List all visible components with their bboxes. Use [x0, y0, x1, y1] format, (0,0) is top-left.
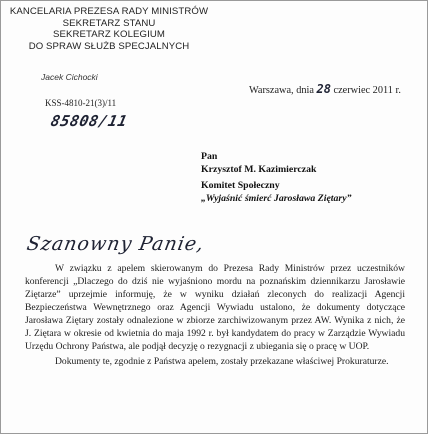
reference-number-prefix: KSS-4810-21	[45, 98, 95, 108]
letterhead-line-2: SEKRETARZ STANU	[62, 17, 156, 29]
letterhead	[9, 6, 209, 52]
handwritten-case-number: 85808/11	[49, 112, 130, 130]
reference-number-hand: (3)	[94, 98, 106, 108]
body-paragraph-2: Dokumenty te, zgodnie z Państwa apelem, zostały przekazane właściwej Prokuraturze.	[55, 356, 389, 367]
addressee-block	[201, 151, 352, 205]
addressee-campaign: „Wyjaśnić śmierć Jarosława Ziętary”	[201, 192, 352, 204]
handwritten-greeting: Szanowny Panie,	[25, 233, 207, 255]
addressee-title: Pan	[201, 151, 218, 162]
date-line	[249, 82, 401, 96]
reference-number	[45, 98, 116, 108]
date-prefix: Warszawa, dnia	[249, 85, 317, 96]
date-day-handwritten: 28	[316, 82, 331, 96]
signer-name: Jacek Cichocki	[41, 72, 98, 82]
letterhead-line-4: DO SPRAW SŁUŻB SPECJALNYCH	[28, 40, 190, 52]
date-suffix: czerwiec 2011 r.	[330, 85, 401, 96]
reference-number-suffix: /11	[105, 98, 117, 108]
letterhead-line-3: SEKRETARZ KOLEGIUM	[53, 29, 165, 40]
body-paragraph-1: W związku z apelem skierowanym do Prezesa Rady Ministrów przez uczestników konferencji „Dlaczego do dziś nie wyjaśniono mordu na poznańskim dziennikarzu Jarosławie Ziętarze” uprzejmie informuję, że w wyniku działań zleconych do realizacji Agencji Bezpieczeństwa Wewnętrznego oraz Agencji Wywiadu ustalono, że dokumenty dotyczące Jarosława Ziętary zostały odnalezione w zbiorze zarchiwizowanym przez AW. Wynika z nich, że J. Ziętara w okresie od kwietnia do maja 1992 r. był kandydatem do pracy w Zarządzie Wywiadu Urzędu Ochrony Państwa, ale podjął decyzję o rezygnacji z ubiegania się o pracę w UOP.	[25, 263, 405, 352]
addressee-name: Krzysztof M. Kazimierczak	[201, 163, 317, 175]
letterhead-line-1: KANCELARIA PREZESA RADY MINISTRÓW	[9, 6, 209, 17]
addressee-org: Komitet Społeczny	[201, 180, 280, 191]
letter-body	[25, 262, 405, 368]
